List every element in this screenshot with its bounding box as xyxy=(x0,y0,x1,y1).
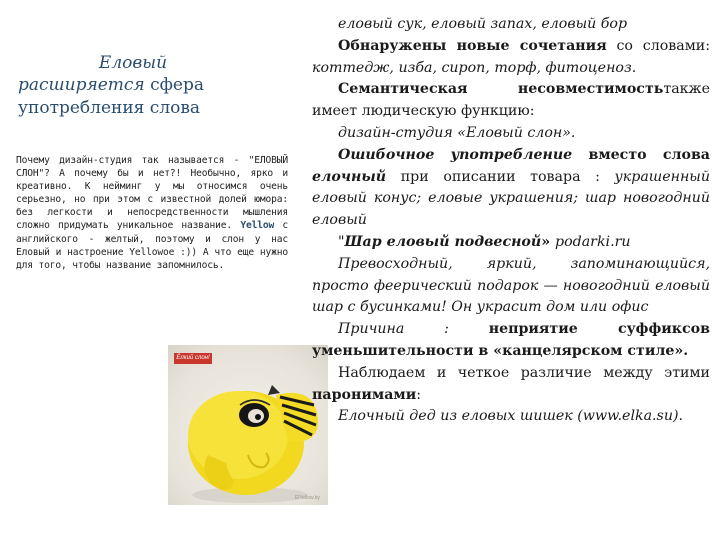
paragraph-product-title xyxy=(312,232,710,254)
paronyms-colon: : xyxy=(416,386,422,403)
wrong-usage-label: Ошибочное употребление xyxy=(338,146,573,163)
new-combinations-label: Обнаружены новые сочетания xyxy=(338,37,607,54)
paronym-example: Елочный дед из еловых шишек (www.elka.su). xyxy=(338,408,684,425)
intro-brand-word: Yellow xyxy=(240,220,275,232)
new-combinations-text: со словами: xyxy=(606,37,710,54)
heading-first-word: расширяется xyxy=(18,75,145,95)
paragraph-reason xyxy=(312,319,710,363)
paragraph-new-combinations xyxy=(312,36,710,80)
heading-subtitle xyxy=(18,74,228,120)
reason-text: неприятие суффиксов уменьшительности в «канцелярском стиле». xyxy=(312,321,710,359)
yellow-elephant-illustration xyxy=(168,345,328,505)
right-column xyxy=(312,14,710,428)
intro-text-before: Почему дизайн-студия так называется - "ЕЛОВЫЙ СЛОН"? А почему бы и нет?! Необычно, ярко и креативно. К нейминг у мы относимся очень серьезно, но при этом с известной долей юмора: без легкости и непосредственности мышления сложно придумать уникальное название. xyxy=(16,155,288,232)
semantic-incompatibility-label: Семантическая несовместимость xyxy=(338,81,664,98)
product-title-site: podarki.ru xyxy=(555,233,631,250)
reason-label: Причина : xyxy=(338,321,489,338)
semantic-incompatibility-text: также имеет людическую функцию: xyxy=(312,81,710,120)
photo-tag: Ёлкий слон! xyxy=(174,353,212,364)
heading-keyword: Еловый xyxy=(98,53,168,73)
wrong-usage-examples: украшенный еловый конус; еловые украшения; шар новогодний еловый xyxy=(312,168,710,229)
intro-paragraph xyxy=(16,154,288,272)
photo-credit: ElYellow.by xyxy=(294,495,320,501)
new-combinations-examples: коттедж, изба, сироп, торф, фитоценоз. xyxy=(312,59,637,76)
left-column xyxy=(0,0,320,540)
paragraph-paronyms xyxy=(312,363,710,407)
heading-rest-text: сфера употребления слова xyxy=(18,75,204,118)
paronyms-word: паронимами xyxy=(312,386,417,403)
wrong-usage-text: при описании товара : xyxy=(386,168,615,185)
intro-text-after: с английского - желтый, поэтому и слон у нас Еловый и настроение Yellowое :)) А что еще нужно для того, чтобы название запомнилось. xyxy=(16,220,288,271)
product-description: Превосходный, яркий, запоминающийся, просто феерический подарок — новогодний еловый шар с бусинками! Он украсит дом или офис xyxy=(312,255,710,316)
product-title-close: » xyxy=(541,233,556,250)
product-title-name: Шар еловый подвесной xyxy=(344,233,542,250)
slide-heading xyxy=(18,52,228,120)
product-title-quote: " xyxy=(338,233,345,250)
paragraph-wrong-usage xyxy=(312,145,710,232)
design-studio-example: дизайн-студия «Еловый слон». xyxy=(338,124,576,141)
wrong-usage-word: елочный xyxy=(312,168,387,185)
wrong-usage-instead: вместо слова xyxy=(572,146,710,163)
paronyms-text: Наблюдаем и четкое различие между этими xyxy=(338,364,710,381)
example-collocations: еловый сук, еловый запах, еловый бор xyxy=(338,16,628,32)
paragraph-semantic-incompatibility xyxy=(312,79,710,123)
yellow-elephant-photo xyxy=(168,345,328,505)
